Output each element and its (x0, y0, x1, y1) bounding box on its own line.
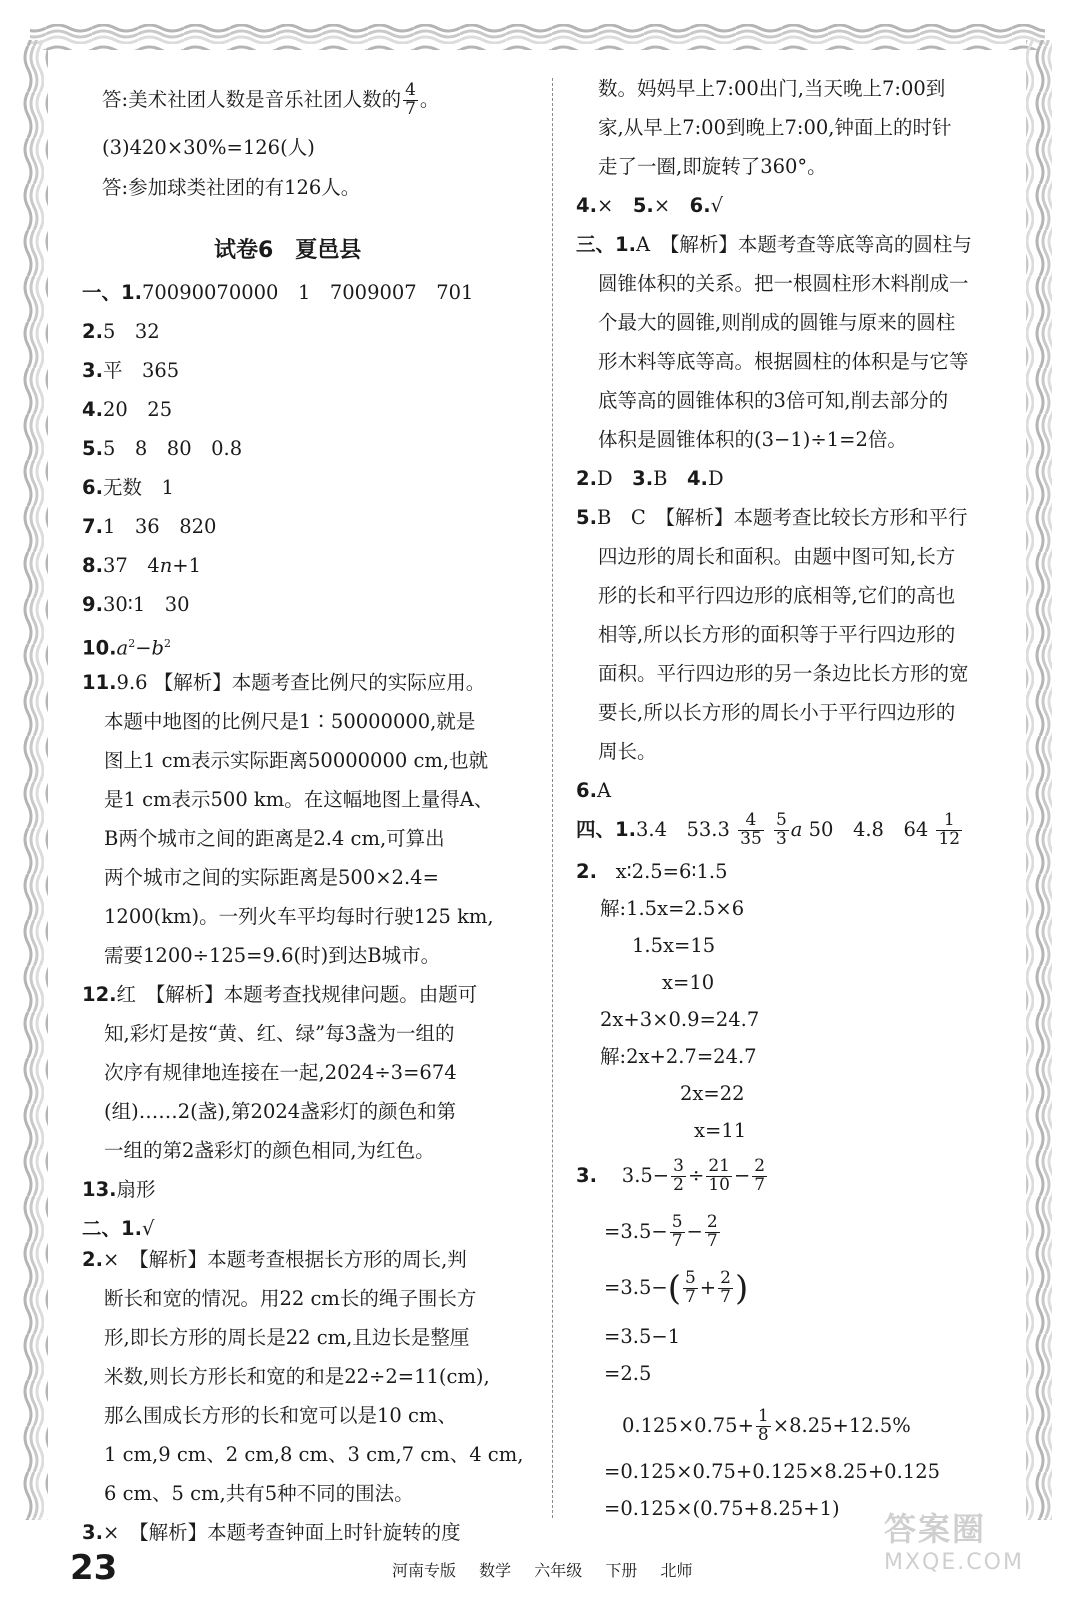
explanation-line: 一组的第2盏彩灯的颜色相同,为红色。 (104, 1139, 435, 1162)
fraction: $\frac{5}{7}$ (671, 1212, 683, 1251)
fraction: $\frac{5}{3}$ (775, 810, 787, 849)
publisher: 北师 (660, 1561, 693, 1580)
answer-line: 答:参加球类社团的有126人。 (102, 176, 361, 199)
explanation-line: 1200(km)。一列火车平均每时行驶125 km, (104, 905, 494, 928)
explanation-line: 知,彩灯是按“黄、红、绿”每3盏为一组的 (104, 1022, 455, 1045)
answer-item: 一、1.70090070000 1 7009007 701 (82, 281, 474, 304)
answer-line: 答:美术社团人数是音乐社团人数的 $\frac{4}{7}$ 。 (102, 80, 440, 119)
explanation-line: (组)……2(盏),第2024盏彩灯的颜色和第 (104, 1100, 457, 1123)
explanation-line: 底等高的圆锥体积的3倍可知,削去部分的 (598, 389, 949, 412)
explanation-line: 是1 cm表示500 km。在这幅地图上量得A、 (104, 788, 494, 811)
explanation-line: 要长,所以长方形的周长小于平行四边形的 (598, 701, 956, 724)
explanation-line: 6 cm、5 cm,共有5种不同的围法。 (104, 1482, 414, 1505)
equation-line: =2.5 (604, 1362, 652, 1385)
answer-item: 5.B C 【解析】本题考查比较长方形和平行 (576, 506, 968, 529)
explanation-line: 次序有规律地连接在一起,2024÷3=674 (104, 1061, 457, 1084)
item-text: × 【解析】本题考查钟面上时针旋转的度 (102, 1521, 461, 1544)
equation-line: =3.5−( $\frac{5}{7}$ + $\frac{2}{7}$ ) (604, 1268, 749, 1309)
answer-item: 6.A (576, 779, 612, 802)
explanation-line: 面积。平行四边形的另一条边比长方形的宽 (598, 662, 969, 685)
explanation-line: B两个城市之间的距离是2.4 cm,可算出 (104, 827, 445, 850)
answer-item: 7.1 36 820 (82, 515, 217, 538)
grade: 六年级 (534, 1561, 583, 1580)
explanation-line: 体积是圆锥体积的(3−1)÷1=2倍。 (598, 428, 907, 451)
answer-item: 9.30∶1 30 (82, 593, 190, 616)
explanation-line: 那么围成长方形的长和宽可以是10 cm、 (104, 1404, 457, 1427)
fraction: $\frac{1}{8}$ (757, 1406, 769, 1445)
explanation-line: 米数,则长方形长和宽的和是22÷2=11(cm), (104, 1365, 490, 1388)
answer-item: 4.× 5.× 6.√ (576, 194, 724, 217)
fraction: $\frac{4}{7}$ (405, 80, 416, 119)
equation-line: =0.125×(0.75+8.25+1) (604, 1497, 840, 1520)
equation-line: 3. 3.5− $\frac{3}{2}$ ÷ $\frac{21}{10}$ − $\frac{2}{7}$ (576, 1156, 766, 1195)
answer-item: 4.20 25 (82, 398, 173, 421)
explanation-line: 数。妈妈早上7:00出门,当天晚上7:00到 (598, 77, 946, 100)
answer-item: 11.9.6 【解析】本题考查比例尺的实际应用。 (82, 671, 486, 694)
explanation-line: 两个城市之间的实际距离是500×2.4= (104, 866, 439, 889)
fraction: $\frac{2}{7}$ (706, 1212, 718, 1251)
fraction: $\frac{3}{2}$ (673, 1156, 684, 1195)
explanation-line: 断长和宽的情况。用22 cm长的绳子围长方 (104, 1287, 477, 1310)
answer-item: 5.5 8 80 0.8 (82, 437, 243, 460)
page-number: 23 (70, 1548, 118, 1588)
fraction: $\frac{2}{7}$ (754, 1156, 766, 1195)
answer-item: 二、1.√ (82, 1217, 155, 1240)
explanation-line: 1 cm,9 cm、2 cm,8 cm、3 cm,7 cm、4 cm, (104, 1443, 524, 1466)
answer-item: 2.× 【解析】本题考查根据长方形的周长,判 (82, 1248, 467, 1271)
explanation-line: 走了一圈,即旋转了360°。 (598, 155, 827, 178)
edition: 河南专版 (392, 1561, 457, 1580)
explanation-line: 形,即长方形的周长是22 cm,且边长是整厘 (104, 1326, 470, 1349)
explanation-line: 形的长和平行四边形的底相等,它们的高也 (598, 584, 956, 607)
section-title: 试卷6 夏邑县 (214, 238, 362, 263)
explanation-line: 个最大的圆锥,则削成的圆锥与原来的圆柱 (598, 311, 956, 334)
answer-item: 2.D 3.B 4.D (576, 467, 724, 490)
watermark-url: MXQE.COM (884, 1550, 1024, 1575)
explanation-line: 家,从早上7:00到晚上7:00,钟面上的时针 (598, 116, 952, 139)
item-label: 3. (82, 1521, 103, 1544)
text: 答:美术社团人数是音乐社团人数的 (102, 88, 402, 111)
equation-line: 0.125×0.75+ $\frac{1}{8}$ ×8.25+12.5% (622, 1406, 911, 1445)
answer-item: 6.无数 1 (82, 476, 174, 499)
answer-item (82, 1518, 461, 1548)
fraction: $\frac{21}{10}$ (708, 1156, 730, 1195)
equation-line: 1.5x=15 (632, 934, 716, 957)
fraction: $\frac{4}{35}$ (740, 810, 762, 849)
explanation-line: 图上1 cm表示实际距离50000000 cm,也就 (104, 749, 489, 772)
explanation-line: 需要1200÷125=9.6(时)到达B城市。 (104, 944, 441, 967)
equation-line: 2x=22 (680, 1082, 745, 1105)
explanation-line: 形木料等底等高。根据圆柱的体积是与它等 (598, 350, 969, 373)
fraction: $\frac{2}{7}$ (720, 1268, 731, 1307)
answer-item: 2.5 32 (82, 320, 160, 343)
equation-line: x=10 (662, 971, 715, 994)
subject: 数学 (479, 1561, 512, 1580)
equation-line: =3.5− $\frac{5}{7}$ − $\frac{2}{7}$ (604, 1212, 718, 1251)
answer-item: 13.扇形 (82, 1178, 156, 1201)
explanation-line: 本题中地图的比例尺是1∶50000000,就是 (104, 710, 476, 733)
fraction: $\frac{5}{7}$ (684, 1268, 696, 1307)
answer-item: 12.红 【解析】本题考查找规律问题。由题可 (82, 983, 478, 1006)
explanation-line: 四边形的周长和面积。由题中图可知,长方 (598, 545, 956, 568)
fraction: $\frac{1}{12}$ (938, 810, 961, 849)
answer-item: 3.平 365 (82, 359, 180, 382)
equation-line: =3.5−1 (604, 1325, 681, 1348)
equation-line: 2. x∶2.5=6∶1.5 (576, 860, 728, 883)
footer-info (392, 1558, 692, 1581)
volume: 下册 (605, 1561, 638, 1580)
explanation-line: 相等,所以长方形的面积等于平行四边形的 (598, 623, 956, 646)
explanation-line: 周长。 (598, 740, 657, 763)
explanation-line: 圆锥体积的关系。把一根圆柱形木料削成一 (598, 272, 969, 295)
watermark-title: 答案圈 (884, 1510, 987, 1548)
answer-item: 四、1.3.4 53.3 $\frac{4}{35}$ $\frac{5}{3}$ a 50 4.8 64 $\frac{1}{12}$ (576, 810, 961, 849)
answer-item: 8.37 4n+1 (82, 554, 202, 577)
equation-line: 解:1.5x=2.5×6 (600, 897, 745, 920)
equation-line: 解:2x+2.7=24.7 (600, 1045, 757, 1068)
equation-line: =0.125×0.75+0.125×8.25+0.125 (604, 1460, 941, 1483)
watermark-logo (884, 1504, 1024, 1584)
equation-line: x=11 (694, 1119, 747, 1142)
answer-item: $10.a^2-b^2$ (82, 636, 172, 660)
column-divider (552, 78, 553, 1518)
equation-line: 2x+3×0.9=24.7 (600, 1008, 760, 1031)
calc-line: (3)420×30%=126(人) (102, 136, 315, 159)
answer-item: 三、1.A 【解析】本题考查等底等高的圆柱与 (576, 233, 972, 256)
